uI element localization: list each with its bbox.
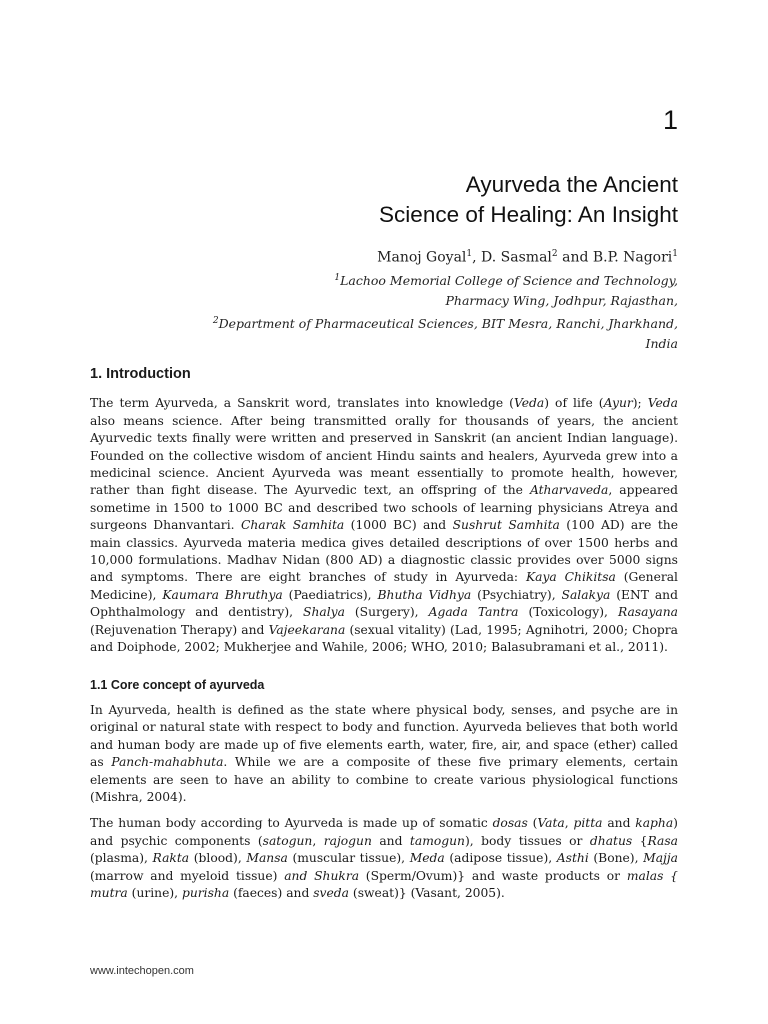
term-kaya-chikitsa: Kaya Chikitsa: [525, 570, 616, 585]
body-content: [90, 360, 678, 911]
text-run: (1000 BC) and: [344, 518, 453, 533]
author-1: Manoj Goyal: [377, 249, 467, 266]
term-dosas: dosas: [492, 816, 528, 831]
footer-url: www.intechopen.com: [90, 965, 194, 977]
term-sveda: sveda: [313, 885, 349, 900]
chapter-title: [379, 170, 678, 230]
term-bhutha-vidhya: Bhutha Vidhya: [377, 587, 472, 602]
term-pitta: pitta: [573, 816, 603, 831]
text-run: ,: [564, 816, 574, 831]
text-run: (marrow and myeloid tissue): [90, 868, 285, 883]
text-run: also means science. After being transmitted orally for thousands of years, the ancient Ayurvedic texts finally were written and preserved in Sanskrit (an ancient Indian language). Founded on the collective wisdom of ancient Hindu saints and healers, Ayurveda grew into a medicinal science. Ancient Ayurveda was meant essentially to promote health, however, rather than fight disease. The Ayurvedic text, an offspring of the: [90, 413, 678, 498]
text-run: (Bone),: [588, 851, 644, 866]
text-run: The term Ayurveda, a Sanskrit word, translates into knowledge (: [90, 396, 514, 411]
author-names: [213, 244, 678, 268]
title-line-2: Science of Healing: An Insight: [379, 202, 678, 227]
term-veda: Veda: [513, 396, 545, 411]
term-agada-tantra: Agada Tantra: [428, 605, 519, 620]
term-majja: Majja: [643, 851, 678, 866]
term-ayur: Ayur: [603, 396, 633, 411]
text-run: . While we are a composite of these five primary elements, certain elements are seen to have an ability to combine to create various physiological functions (Mishra, 2004).: [90, 755, 678, 804]
term-dhatus: dhatus: [589, 833, 633, 848]
term-salakya: Salakya: [561, 587, 611, 602]
affiliation-2-line-1: [213, 311, 678, 334]
term-atharvaveda: Atharvaveda: [529, 483, 609, 498]
term-charak-samhita: Charak Samhita: [240, 518, 345, 533]
term-mutra: mutra: [90, 885, 128, 900]
author-sep-1: ,: [472, 249, 482, 266]
text-run: (blood),: [189, 851, 247, 866]
affiliation-2-line-2: India: [645, 335, 678, 351]
affiliation-1-text: Lachoo Memorial College of Science and Technology,: [340, 272, 678, 288]
affiliation-1-line-1: [213, 268, 678, 291]
term-asthi: Asthi: [556, 851, 589, 866]
text-run: (General Medicine),: [90, 570, 678, 602]
term-tamogun: tamogun: [409, 833, 465, 848]
paragraph-introduction: [90, 395, 678, 656]
term-rasa: Rasa: [647, 833, 678, 848]
text-run: (100 AD) are the main classics. Ayurveda materia medica gives detailed descriptions of over 1500 herbs and 10,000 formulations. Madhav Nidan (800 AD) a diagnostic classic provides over 5000 signs and symptoms. There are eight branches of study in Ayurveda:: [90, 518, 678, 585]
affiliation-1-sup: 1: [334, 272, 341, 283]
text-run: ) of life (: [544, 396, 604, 411]
term-panch-mahabhuta: Panch-mahabhuta: [111, 755, 224, 770]
term-meda: Meda: [409, 851, 445, 866]
author-3-sup: 1: [672, 249, 678, 259]
text-run: , appeared sometime in 1500 to 1000 BC and described two schools of learning physicians Atreya and surgeons Dhanvantari.: [90, 483, 678, 533]
text-run: ) and psychic components (: [90, 816, 678, 848]
text-run: (adipose tissue),: [444, 851, 557, 866]
term-rajogun: rajogun: [323, 833, 372, 848]
paragraph-core-concept: [90, 702, 678, 806]
text-run: );: [632, 396, 648, 411]
term-sushrut-samhita: Sushrut Samhita: [452, 518, 560, 533]
term-shalya: Shalya: [303, 605, 345, 620]
text-run: (Surgery),: [344, 605, 429, 620]
term-vata: Vata: [537, 816, 565, 831]
text-run: (Toxicology),: [518, 605, 618, 620]
affiliation-2-sup: 2: [212, 315, 219, 326]
affiliation-2-text: Department of Pharmaceutical Sciences, BIT Mesra, Ranchi, Jharkhand,: [218, 315, 678, 331]
term-rasayana: Rasayana: [617, 605, 678, 620]
author-2-sup: 2: [551, 249, 558, 259]
title-line-1: Ayurveda the Ancient: [465, 172, 678, 197]
chapter-number: 1: [662, 105, 678, 135]
term-mansa: Mansa: [246, 851, 288, 866]
author-block: [213, 244, 678, 354]
text-run: (Rejuvenation Therapy) and: [90, 622, 269, 637]
term-vajeekarana: Vajeekarana: [268, 622, 346, 637]
text-run: (faeces) and: [229, 885, 314, 900]
author-sep-2: and: [557, 249, 593, 266]
text-run: ), body tissues or: [464, 833, 590, 848]
text-run: ,: [312, 833, 324, 848]
term-kaumara-bhruthya: Kaumara Bhruthya: [162, 587, 283, 602]
paragraph-human-body: [90, 815, 678, 902]
term-kapha: kapha: [635, 816, 674, 831]
author-1-sup: 1: [466, 249, 473, 259]
text-run: (urine),: [127, 885, 182, 900]
text-run: (muscular tissue),: [287, 851, 410, 866]
text-run: In Ayurveda, health is defined as the state where physical body, senses, and psyche are in original or natural state with respect to body and function. Ayurveda believes that both world and human body are made up of five elements earth, water, fire, air, and space (ether) called as: [90, 702, 678, 770]
text-run: (Paediatrics),: [282, 587, 378, 602]
text-run: {: [632, 833, 648, 848]
term-satogun: satogun: [262, 833, 313, 848]
text-run: (plasma),: [90, 851, 153, 866]
text-run: and: [371, 833, 410, 848]
text-run: The human body according to Ayurveda is made up of somatic: [90, 816, 493, 831]
term-veda: Veda: [647, 396, 678, 411]
section-heading-introduction: 1. Introduction: [90, 366, 191, 382]
text-run: (Sperm/Ovum)} and waste products or: [359, 868, 627, 883]
text-run: (sexual vitality) (Lad, 1995; Agnihotri, 2000; Chopra and Doiphode, 2002; Mukherjee and Wahile, 2006; WHO, 2010; Balasubramani et al., 2011).: [90, 622, 678, 655]
term-rakta: Rakta: [152, 851, 190, 866]
section-heading-core-concept: 1.1 Core concept of ayurveda: [90, 677, 265, 692]
text-run: (: [527, 816, 538, 831]
term-purisha: purisha: [181, 885, 230, 900]
text-run: (Psychiatry),: [471, 587, 562, 602]
text-run: and: [602, 816, 636, 831]
term-shukra: and Shukra: [284, 868, 360, 883]
affiliation-1-line-2: Pharmacy Wing, Jodhpur, Rajasthan,: [445, 292, 678, 308]
term-malas: malas {: [626, 868, 678, 883]
author-2: D. Sasmal: [481, 249, 552, 266]
text-run: (sweat)} (Vasant, 2005).: [349, 885, 505, 900]
text-run: (ENT and Ophthalmology and dentistry),: [90, 587, 678, 620]
author-3: B.P. Nagori: [592, 249, 673, 266]
